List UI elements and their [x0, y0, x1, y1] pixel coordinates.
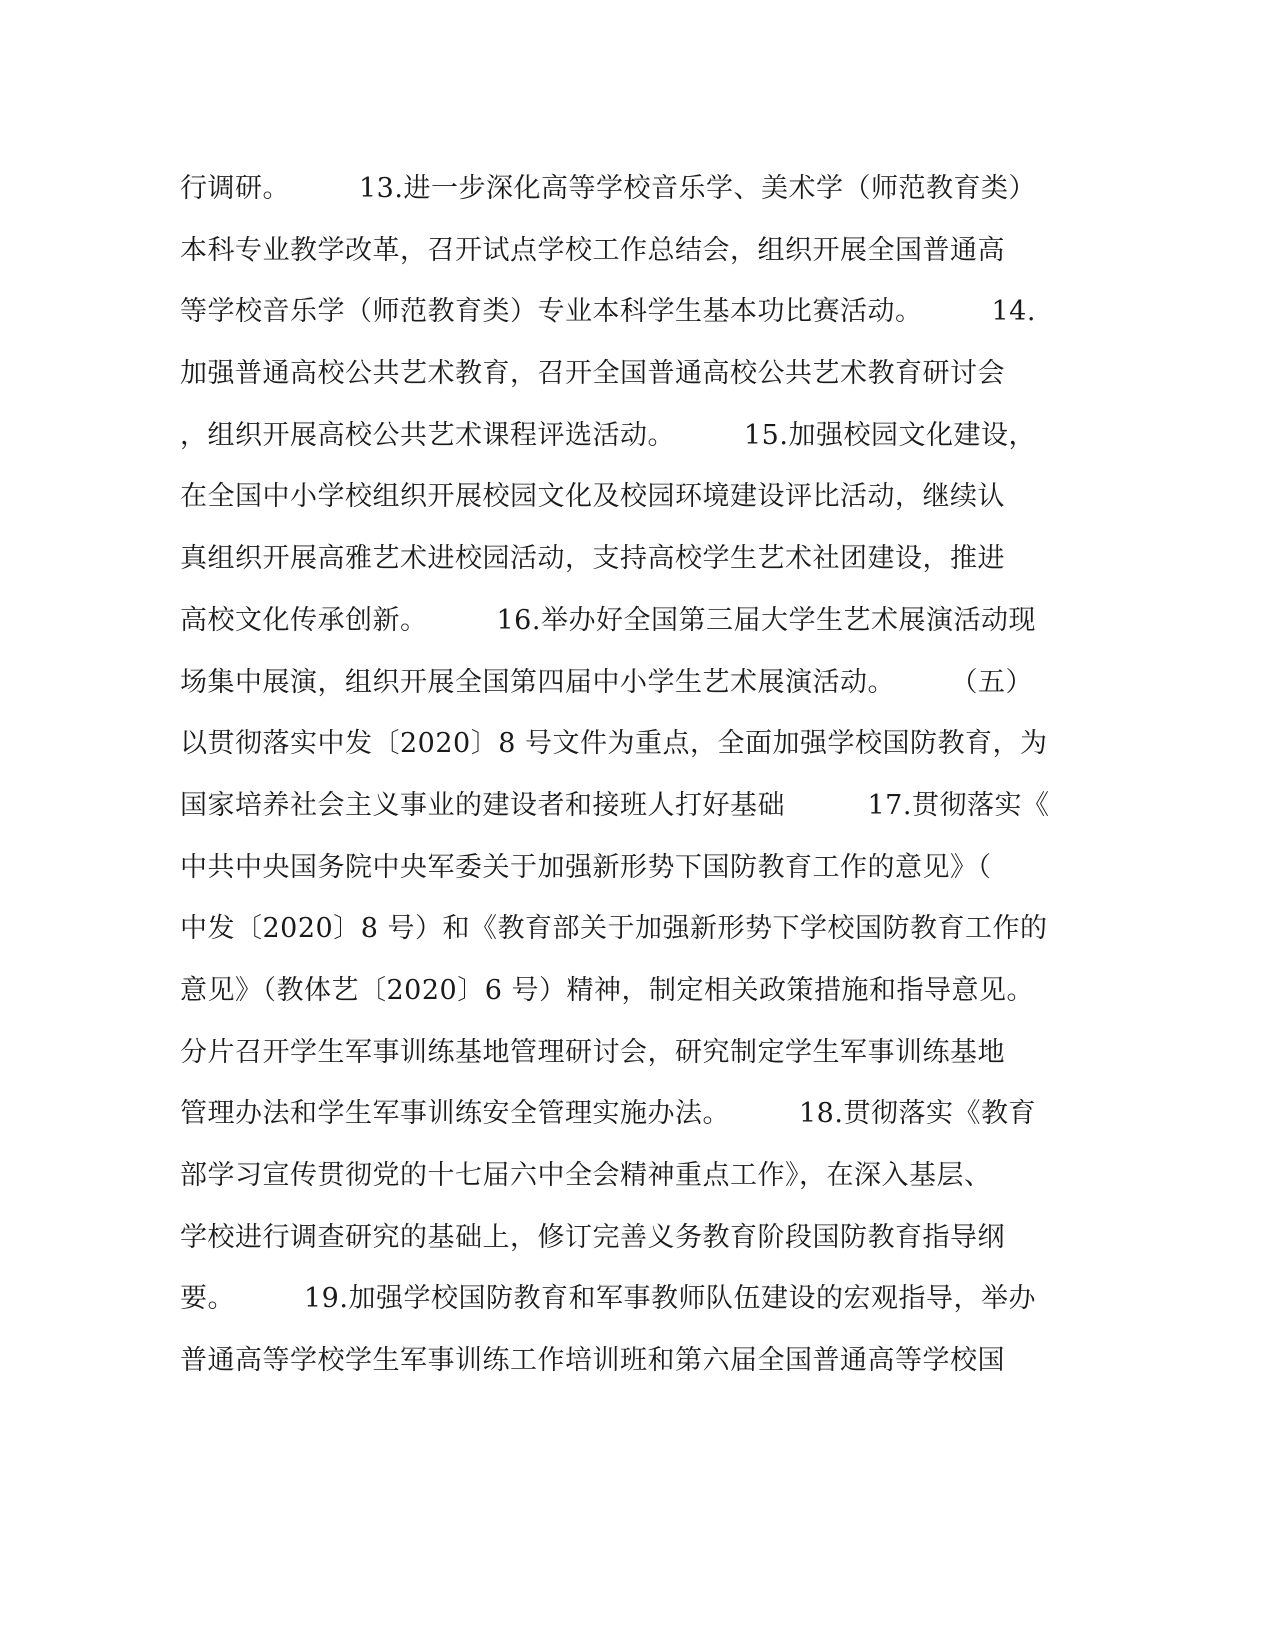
text-line: 中共中央国务院中央军委关于加强新形势下国防教育工作的意见》（	[180, 851, 992, 883]
text-line: 分片召开学生军事训练基地管理研讨会，研究制定学生军事训练基地	[180, 1036, 1005, 1068]
text-line: 等学校音乐学（师范教育类）专业本科学生基本功比赛活动。 14.	[180, 296, 1036, 328]
text-line: 在全国中小学校组织开展校园文化及校园环境建设评比活动，继续认	[180, 481, 1005, 513]
text-line: 场集中展演，组织开展全国第四届中小学生艺术展演活动。 （五）	[180, 666, 1033, 698]
text-line: 以贯彻落实中发〔2020〕8 号文件为重点，全面加强学校国防教育，为	[180, 728, 1048, 760]
text-line: 真组织开展高雅艺术进校园活动，支持高校学生艺术社团建设，推进	[180, 543, 1005, 575]
body-text	[180, 158, 1060, 1392]
text-line: 本科专业教学改革，召开试点学校工作总结会，组织开展全国普通高	[180, 234, 1005, 266]
text-line: 行调研。 13.进一步深化高等学校音乐学、美术学（师范教育类）	[180, 173, 1036, 204]
text-line: 中发〔2020〕8 号）和《教育部关于加强新形势下学校国防教育工作的	[180, 913, 1048, 945]
text-line: 部学习宣传贯彻党的十七届六中全会精神重点工作》，在深入基层、	[180, 1160, 992, 1191]
text-line: 高校文化传承创新。 16.举办好全国第三届大学生艺术展演活动现	[180, 604, 1036, 636]
text-line: 意见》（教体艺〔2020〕6 号）精神，制定相关政策措施和指导意见。	[180, 974, 1034, 1006]
text-line: 国家培养社会主义事业的建设者和接班人打好基础 17.贯彻落实《	[180, 789, 1050, 821]
text-line: 管理办法和学生军事训练安全管理实施办法。 18.贯彻落实《教育	[180, 1098, 1036, 1130]
text-line: 普通高等学校学生军事训练工作培训班和第六届全国普通高等学校国	[180, 1345, 1005, 1377]
text-line: 要。 19.加强学校国防教育和军事教师队伍建设的宏观指导，举办	[180, 1283, 1036, 1315]
text-line: ，组织开展高校公共艺术课程评选活动。 15.加强校园文化建设，	[180, 419, 1036, 451]
text-line: 学校进行调查研究的基础上，修订完善义务教育阶段国防教育指导纲	[180, 1221, 1005, 1253]
text-line: 加强普通高校公共艺术教育，召开全国普通高校公共艺术教育研讨会	[180, 358, 1005, 390]
